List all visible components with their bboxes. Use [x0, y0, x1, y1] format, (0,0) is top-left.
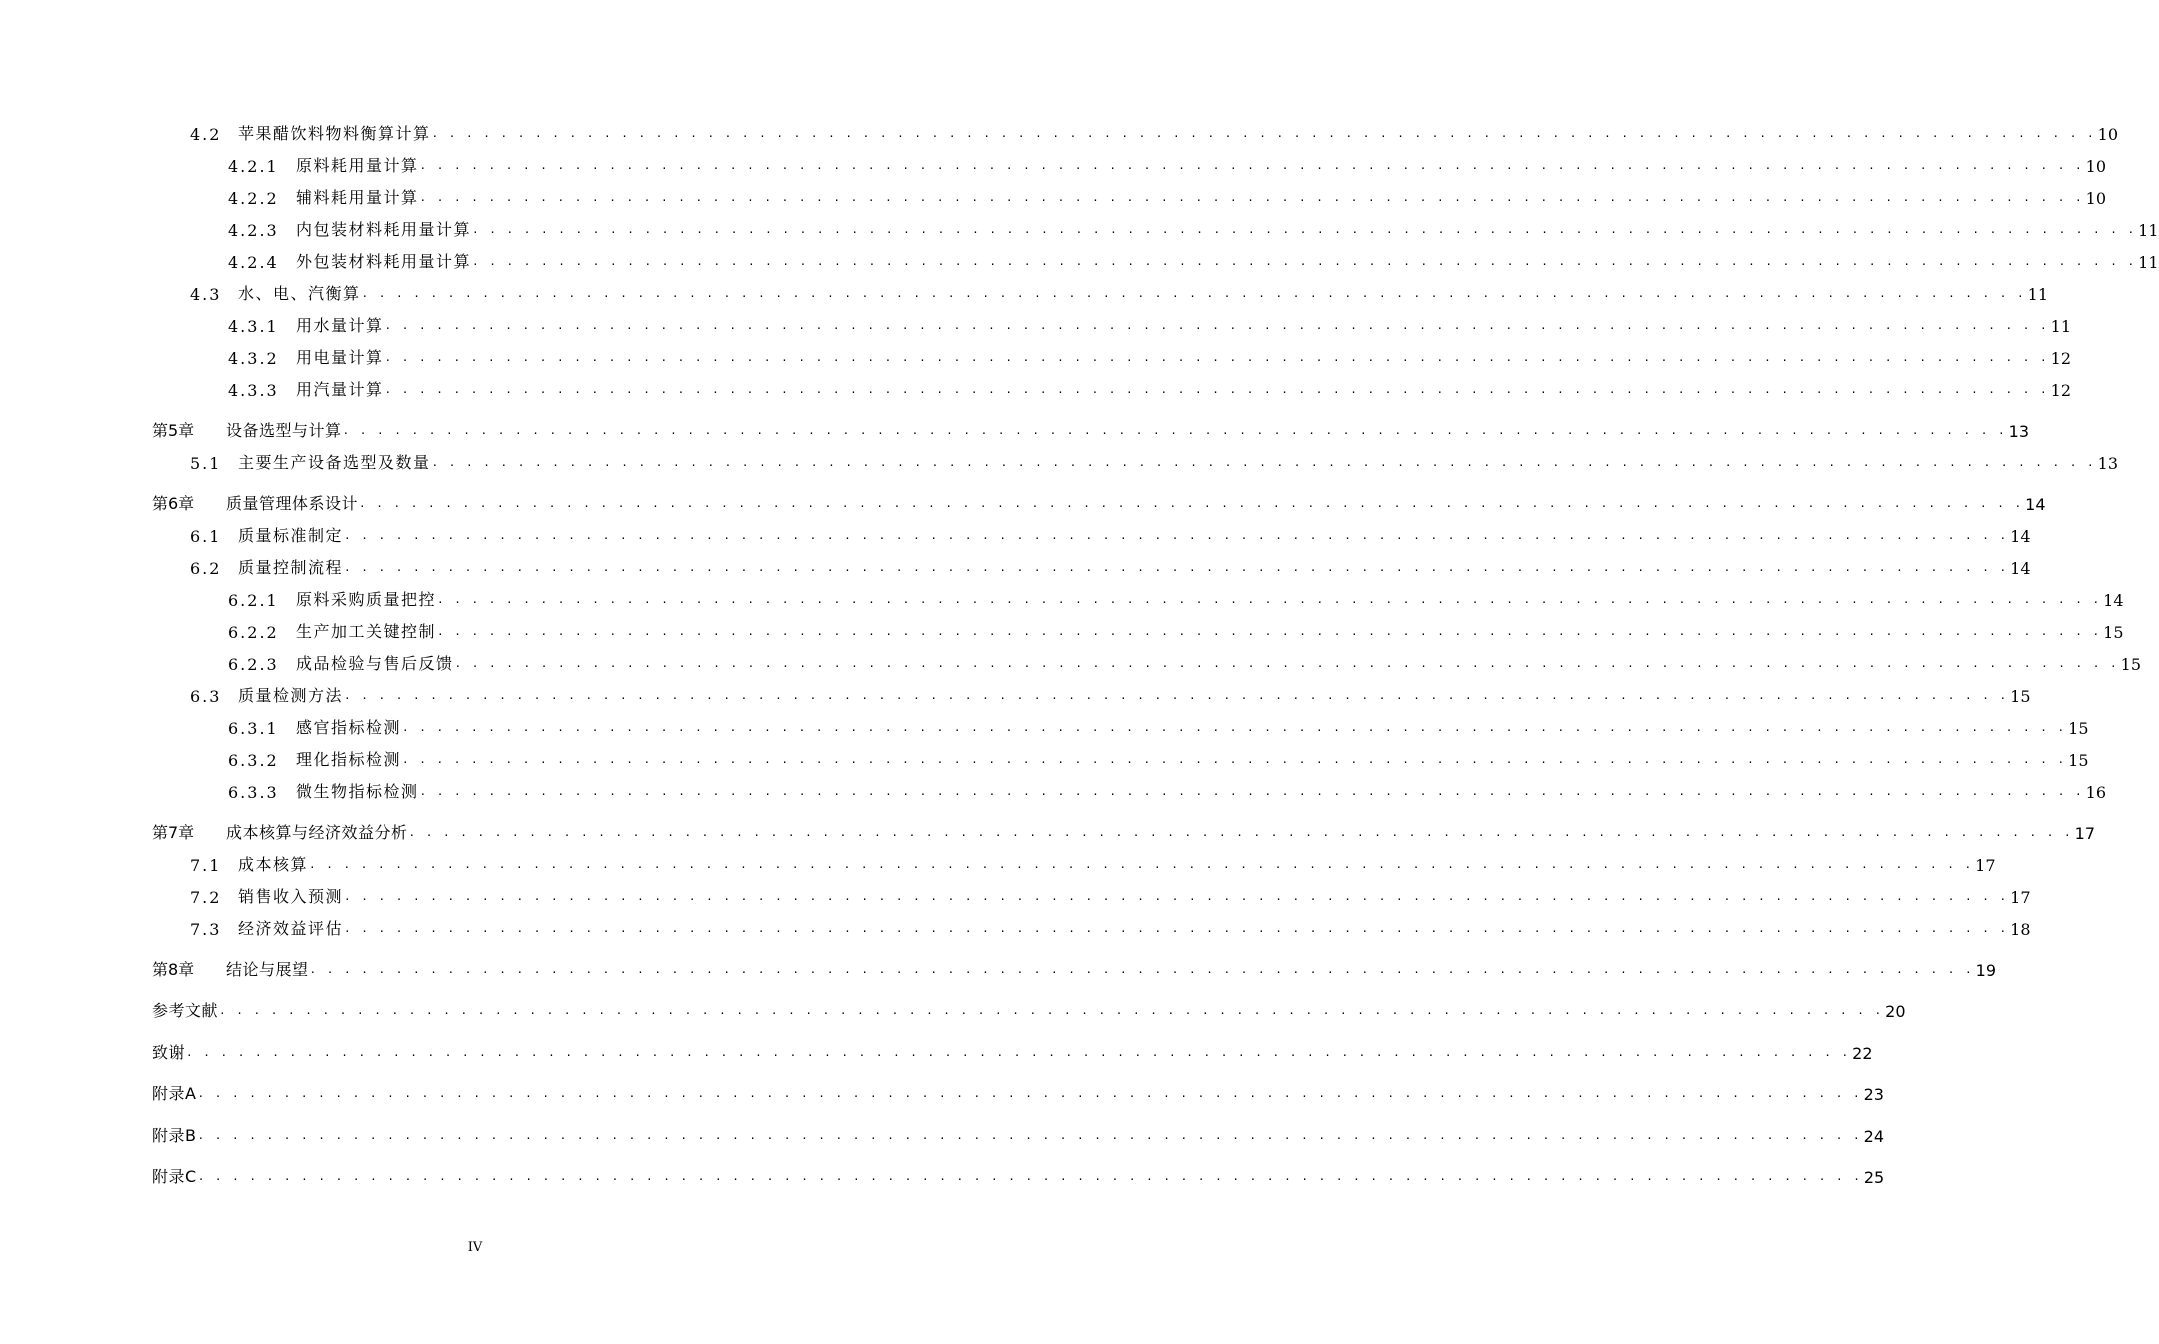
toc-entry-number: 第7章 — [152, 823, 195, 842]
toc-entry-page-number: 14 — [2010, 559, 2031, 578]
toc-entry-title: 微生物指标检测 — [296, 782, 419, 801]
toc-entry-number: 6.2.2 — [228, 623, 279, 642]
toc-dot-leader: . . . . . . . . . . . . . . . . . . . . . . . . . . . . . . . . . . . . . . . . . . . . . . . . . . . . . . . . . . . . . . . . . . . . . . . . . . . . . . . . . . . . . . . . . . . . . . . . . — [384, 383, 2049, 396]
toc-entry-number: 4.2.2 — [228, 189, 279, 208]
toc-entry[interactable] — [228, 248, 2159, 272]
toc-entry-number: 6.2.3 — [228, 655, 279, 674]
toc-entry[interactable] — [190, 522, 2031, 546]
toc-dot-leader: . . . . . . . . . . . . . . . . . . . . . . . . . . . . . . . . . . . . . . . . . . . . . . . . . . . . . . . . . . . . . . . . . . . . . . . . . . . . . . . . . . . . . . . . . . . . . . . . . — [437, 625, 2102, 638]
toc-entry-page-number: 25 — [1863, 1168, 1885, 1187]
toc-entry-number: 6.2.1 — [228, 591, 279, 610]
toc-entry[interactable] — [152, 490, 2046, 514]
toc-entry-page-number: 15 — [2010, 687, 2031, 706]
toc-entry-number: 6.3.3 — [228, 783, 279, 802]
toc-dot-leader: . . . . . . . . . . . . . . . . . . . . . . . . . . . . . . . . . . . . . . . . . . . . . . . . . . . . . . . . . . . . . . . . . . . . . . . . . . . . . . . . . . . . . . . . . . . . . . . . . — [219, 1004, 1884, 1017]
toc-entry-title: 附录B — [152, 1126, 197, 1145]
toc-entry[interactable] — [228, 650, 2142, 674]
toc-entry[interactable] — [190, 915, 2031, 939]
toc-dot-leader: . . . . . . . . . . . . . . . . . . . . . . . . . . . . . . . . . . . . . . . . . . . . . . . . . . . . . . . . . . . . . . . . . . . . . . . . . . . . . . . . . . . . . . . . . . . . . . . . . — [344, 529, 2009, 542]
toc-entry-title: 辅料耗用量计算 — [296, 188, 419, 207]
toc-entry[interactable] — [152, 956, 1997, 980]
toc-entry-page-number: 16 — [2085, 783, 2107, 802]
toc-dot-leader: . . . . . . . . . . . . . . . . . . . . . . . . . . . . . . . . . . . . . . . . . . . . . . . . . . . . . . . . . . . . . . . . . . . . . . . . . . . . . . . . . . . . . . . . . . . . . . . . . — [419, 785, 2084, 798]
toc-entry-title: 理化指标检测 — [296, 750, 402, 769]
toc-entry-title: 附录A — [152, 1084, 197, 1103]
toc-entry-title: 生产加工关键控制 — [296, 622, 437, 641]
toc-entry-title: 参考文献 — [152, 1001, 219, 1020]
toc-dot-leader: . . . . . . . . . . . . . . . . . . . . . . . . . . . . . . . . . . . . . . . . . . . . . . . . . . . . . . . . . . . . . . . . . . . . . . . . . . . . . . . . . . . . . . . . . . . . . . . . . — [197, 1087, 1862, 1100]
toc-entry-title: 质量管理体系设计 — [226, 494, 359, 513]
toc-entry-number: 4.2.3 — [228, 221, 279, 240]
toc-entry-title: 经济效益评估 — [238, 919, 344, 938]
toc-entry-page-number: 24 — [1863, 1127, 1884, 1146]
toc-entry-page-number: 17 — [2010, 888, 2031, 907]
toc-entry[interactable] — [228, 312, 2072, 336]
toc-dot-leader: . . . . . . . . . . . . . . . . . . . . . . . . . . . . . . . . . . . . . . . . . . . . . . . . . . . . . . . . . . . . . . . . . . . . . . . . . . . . . . . . . . . . . . . . . . . . . . . . . — [197, 1170, 1862, 1183]
toc-dot-leader: . . . . . . . . . . . . . . . . . . . . . . . . . . . . . . . . . . . . . . . . . . . . . . . . . . . . . . . . . . . . . . . . . . . . . . . . . . . . . . . . . . . . . . . . . . . . . . . . . — [361, 287, 2026, 300]
toc-entry-page-number: 10 — [2097, 125, 2119, 144]
toc-entry[interactable] — [228, 586, 2124, 610]
toc-entry-title: 成本核算 — [238, 855, 309, 874]
toc-entry-number: 6.3 — [190, 687, 222, 706]
toc-entry-page-number: 15 — [2120, 655, 2142, 674]
toc-entry-page-number: 23 — [1863, 1085, 1884, 1104]
toc-entry-title: 主要生产设备选型及数量 — [238, 453, 431, 472]
toc-entry-title: 质量检测方法 — [238, 686, 344, 705]
toc-entry[interactable] — [152, 1080, 1884, 1104]
toc-dot-leader: . . . . . . . . . . . . . . . . . . . . . . . . . . . . . . . . . . . . . . . . . . . . . . . . . . . . . . . . . . . . . . . . . . . . . . . . . . . . . . . . . . . . . . . . . . . . . . . . . — [472, 223, 2137, 236]
toc-entry[interactable] — [190, 120, 2119, 144]
toc-entry-number: 第6章 — [152, 494, 195, 513]
toc-entry-number: 6.3.1 — [228, 719, 279, 738]
toc-entry-title: 质量标准制定 — [238, 526, 344, 545]
toc-dot-leader: . . . . . . . . . . . . . . . . . . . . . . . . . . . . . . . . . . . . . . . . . . . . . . . . . . . . . . . . . . . . . . . . . . . . . . . . . . . . . . . . . . . . . . . . . . . . . . . . . — [402, 753, 2067, 766]
toc-entry-page-number: 12 — [2050, 349, 2072, 368]
toc-entry-number: 6.3.2 — [228, 751, 279, 770]
toc-entry[interactable] — [228, 216, 2159, 240]
toc-entry-number: 4.2 — [190, 125, 222, 144]
toc-entry-number: 7.1 — [190, 856, 222, 875]
toc-entry-title: 水、电、汽衡算 — [238, 284, 361, 303]
toc-dot-leader: . . . . . . . . . . . . . . . . . . . . . . . . . . . . . . . . . . . . . . . . . . . . . . . . . . . . . . . . . . . . . . . . . . . . . . . . . . . . . . . . . . . . . . . . . . . . . . . . . — [419, 159, 2084, 172]
toc-entry-page-number: 20 — [1885, 1002, 1906, 1021]
toc-entry-page-number: 11 — [2027, 285, 2049, 304]
toc-entry-page-number: 11 — [2138, 221, 2159, 240]
toc-entry-number: 7.2 — [190, 888, 222, 907]
toc-entry-number: 第8章 — [152, 960, 195, 979]
toc-entry[interactable] — [152, 1163, 1885, 1187]
toc-entry-page-number: 14 — [2010, 527, 2031, 546]
toc-entry-page-number: 17 — [2074, 824, 2096, 843]
toc-entry-title: 感官指标检测 — [296, 718, 402, 737]
toc-entry-page-number: 15 — [2103, 623, 2124, 642]
toc-dot-leader: . . . . . . . . . . . . . . . . . . . . . . . . . . . . . . . . . . . . . . . . . . . . . . . . . . . . . . . . . . . . . . . . . . . . . . . . . . . . . . . . . . . . . . . . . . . . . . . . . — [384, 351, 2049, 364]
toc-dot-leader: . . . . . . . . . . . . . . . . . . . . . . . . . . . . . . . . . . . . . . . . . . . . . . . . . . . . . . . . . . . . . . . . . . . . . . . . . . . . . . . . . . . . . . . . . . . . . . . . . — [402, 721, 2067, 734]
toc-entry-title: 苹果醋饮料物料衡算计算 — [238, 124, 431, 143]
toc-entry-page-number: 10 — [2085, 189, 2107, 208]
toc-entry-number: 4.3.1 — [228, 317, 279, 336]
toc-entry-title: 原料耗用量计算 — [296, 156, 419, 175]
toc-dot-leader: . . . . . . . . . . . . . . . . . . . . . . . . . . . . . . . . . . . . . . . . . . . . . . . . . . . . . . . . . . . . . . . . . . . . . . . . . . . . . . . . . . . . . . . . . . . . . . . . . — [309, 963, 1974, 976]
toc-entry[interactable] — [190, 682, 2031, 706]
toc-entry-title: 外包装材料耗用量计算 — [296, 252, 472, 271]
toc-entry-title: 附录C — [152, 1167, 197, 1186]
toc-entry-number: 5.1 — [190, 454, 222, 473]
toc-entry[interactable] — [228, 618, 2124, 642]
toc-dot-leader: . . . . . . . . . . . . . . . . . . . . . . . . . . . . . . . . . . . . . . . . . . . . . . . . . . . . . . . . . . . . . . . . . . . . . . . . . . . . . . . . . . . . . . . . . . . . . . . . . — [344, 890, 2009, 903]
toc-entry-number: 7.3 — [190, 920, 222, 939]
toc-entry[interactable] — [228, 152, 2107, 176]
toc-entry-number: 6.2 — [190, 559, 222, 578]
toc-entry-number: 4.3.2 — [228, 349, 279, 368]
toc-entry-title: 原料采购质量把控 — [296, 590, 437, 609]
toc-entry-title: 成本核算与经济效益分析 — [226, 823, 408, 842]
toc-entry[interactable] — [228, 714, 2089, 738]
toc-entry-title: 致谢 — [152, 1043, 186, 1062]
toc-entry-page-number: 22 — [1852, 1044, 1873, 1063]
toc-entry-number: 4.3.3 — [228, 381, 279, 400]
toc-entry-page-number: 17 — [1975, 856, 1996, 875]
toc-entry-number: 4.2.4 — [228, 253, 279, 272]
toc-entry-title: 质量控制流程 — [238, 558, 344, 577]
toc-entry-title: 用水量计算 — [296, 316, 384, 335]
toc-dot-leader: . . . . . . . . . . . . . . . . . . . . . . . . . . . . . . . . . . . . . . . . . . . . . . . . . . . . . . . . . . . . . . . . . . . . . . . . . . . . . . . . . . . . . . . . . . . . . . . . . — [342, 424, 2007, 437]
toc-entry-page-number: 11 — [2138, 253, 2159, 272]
toc-entry[interactable] — [190, 554, 2031, 578]
toc-entry-page-number: 14 — [2103, 591, 2124, 610]
toc-dot-leader: . . . . . . . . . . . . . . . . . . . . . . . . . . . . . . . . . . . . . . . . . . . . . . . . . . . . . . . . . . . . . . . . . . . . . . . . . . . . . . . . . . . . . . . . . . . . . . . . . — [186, 1046, 1851, 1059]
toc-dot-leader: . . . . . . . . . . . . . . . . . . . . . . . . . . . . . . . . . . . . . . . . . . . . . . . . . . . . . . . . . . . . . . . . . . . . . . . . . . . . . . . . . . . . . . . . . . . . . . . . . — [384, 319, 2049, 332]
toc-entry-number: 第5章 — [152, 421, 195, 440]
toc-entry-page-number: 10 — [2085, 157, 2107, 176]
toc-entry[interactable] — [152, 819, 2096, 843]
toc-entry[interactable] — [190, 280, 2049, 304]
toc-entry-page-number: 13 — [2097, 454, 2119, 473]
toc-entry-page-number: 18 — [2010, 920, 2031, 939]
toc-dot-leader: . . . . . . . . . . . . . . . . . . . . . . . . . . . . . . . . . . . . . . . . . . . . . . . . . . . . . . . . . . . . . . . . . . . . . . . . . . . . . . . . . . . . . . . . . . . . . . . . . — [437, 593, 2102, 606]
toc-entry-title: 用汽量计算 — [296, 380, 384, 399]
toc-entry[interactable] — [152, 1122, 1884, 1146]
toc-entry-title: 销售收入预测 — [238, 887, 344, 906]
toc-entry-page-number: 15 — [2068, 751, 2089, 770]
toc-dot-leader: . . . . . . . . . . . . . . . . . . . . . . . . . . . . . . . . . . . . . . . . . . . . . . . . . . . . . . . . . . . . . . . . . . . . . . . . . . . . . . . . . . . . . . . . . . . . . . . . . — [344, 689, 2009, 702]
toc-dot-leader: . . . . . . . . . . . . . . . . . . . . . . . . . . . . . . . . . . . . . . . . . . . . . . . . . . . . . . . . . . . . . . . . . . . . . . . . . . . . . . . . . . . . . . . . . . . . . . . . . — [309, 858, 1974, 871]
toc-dot-leader: . . . . . . . . . . . . . . . . . . . . . . . . . . . . . . . . . . . . . . . . . . . . . . . . . . . . . . . . . . . . . . . . . . . . . . . . . . . . . . . . . . . . . . . . . . . . . . . . . — [408, 826, 2073, 839]
toc-entry-page-number: 14 — [2025, 495, 2046, 514]
toc-entry[interactable] — [228, 746, 2089, 770]
toc-entry[interactable] — [228, 184, 2107, 208]
toc-dot-leader: . . . . . . . . . . . . . . . . . . . . . . . . . . . . . . . . . . . . . . . . . . . . . . . . . . . . . . . . . . . . . . . . . . . . . . . . . . . . . . . . . . . . . . . . . . . . . . . . . — [344, 922, 2009, 935]
toc-entry-number: 6.1 — [190, 527, 222, 546]
toc-dot-leader: . . . . . . . . . . . . . . . . . . . . . . . . . . . . . . . . . . . . . . . . . . . . . . . . . . . . . . . . . . . . . . . . . . . . . . . . . . . . . . . . . . . . . . . . . . . . . . . . . — [359, 497, 2024, 510]
toc-entry-page-number: 19 — [1975, 961, 1997, 980]
toc-dot-leader: . . . . . . . . . . . . . . . . . . . . . . . . . . . . . . . . . . . . . . . . . . . . . . . . . . . . . . . . . . . . . . . . . . . . . . . . . . . . . . . . . . . . . . . . . . . . . . . . . — [197, 1129, 1862, 1142]
toc-entry-title: 内包装材料耗用量计算 — [296, 220, 472, 239]
toc-entry[interactable] — [152, 997, 1906, 1021]
toc-entry-title: 成品检验与售后反馈 — [296, 654, 454, 673]
toc-entry-title: 结论与展望 — [226, 960, 309, 979]
toc-entry[interactable] — [152, 417, 2030, 441]
toc-dot-leader: . . . . . . . . . . . . . . . . . . . . . . . . . . . . . . . . . . . . . . . . . . . . . . . . . . . . . . . . . . . . . . . . . . . . . . . . . . . . . . . . . . . . . . . . . . . . . . . . . — [472, 255, 2137, 268]
toc-entry-title: 用电量计算 — [296, 348, 384, 367]
toc-entry-number: 4.3 — [190, 285, 222, 304]
toc-entry-page-number: 11 — [2050, 317, 2072, 336]
toc-entry[interactable] — [228, 376, 2072, 400]
toc-dot-leader: . . . . . . . . . . . . . . . . . . . . . . . . . . . . . . . . . . . . . . . . . . . . . . . . . . . . . . . . . . . . . . . . . . . . . . . . . . . . . . . . . . . . . . . . . . . . . . . . . — [454, 657, 2119, 670]
toc-entry[interactable] — [152, 1039, 1873, 1063]
toc-entry-number: 4.2.1 — [228, 157, 279, 176]
toc-entry-page-number: 13 — [2008, 422, 2030, 441]
toc-dot-leader: . . . . . . . . . . . . . . . . . . . . . . . . . . . . . . . . . . . . . . . . . . . . . . . . . . . . . . . . . . . . . . . . . . . . . . . . . . . . . . . . . . . . . . . . . . . . . . . . . — [431, 456, 2096, 469]
toc-dot-leader: . . . . . . . . . . . . . . . . . . . . . . . . . . . . . . . . . . . . . . . . . . . . . . . . . . . . . . . . . . . . . . . . . . . . . . . . . . . . . . . . . . . . . . . . . . . . . . . . . — [419, 191, 2084, 204]
toc-dot-leader: . . . . . . . . . . . . . . . . . . . . . . . . . . . . . . . . . . . . . . . . . . . . . . . . . . . . . . . . . . . . . . . . . . . . . . . . . . . . . . . . . . . . . . . . . . . . . . . . . — [431, 127, 2096, 140]
toc-entry[interactable] — [190, 449, 2119, 473]
toc-entry-page-number: 15 — [2068, 719, 2089, 738]
toc-entry[interactable] — [190, 883, 2031, 907]
toc-entry-page-number: 12 — [2050, 381, 2072, 400]
toc-dot-leader: . . . . . . . . . . . . . . . . . . . . . . . . . . . . . . . . . . . . . . . . . . . . . . . . . . . . . . . . . . . . . . . . . . . . . . . . . . . . . . . . . . . . . . . . . . . . . . . . . — [344, 561, 2009, 574]
toc-entry-title: 设备选型与计算 — [226, 421, 342, 440]
toc-entry[interactable] — [228, 344, 2072, 368]
toc-entry[interactable] — [228, 778, 2107, 802]
page-footer-number: IV — [467, 1240, 483, 1255]
toc-entry[interactable] — [190, 851, 1996, 875]
